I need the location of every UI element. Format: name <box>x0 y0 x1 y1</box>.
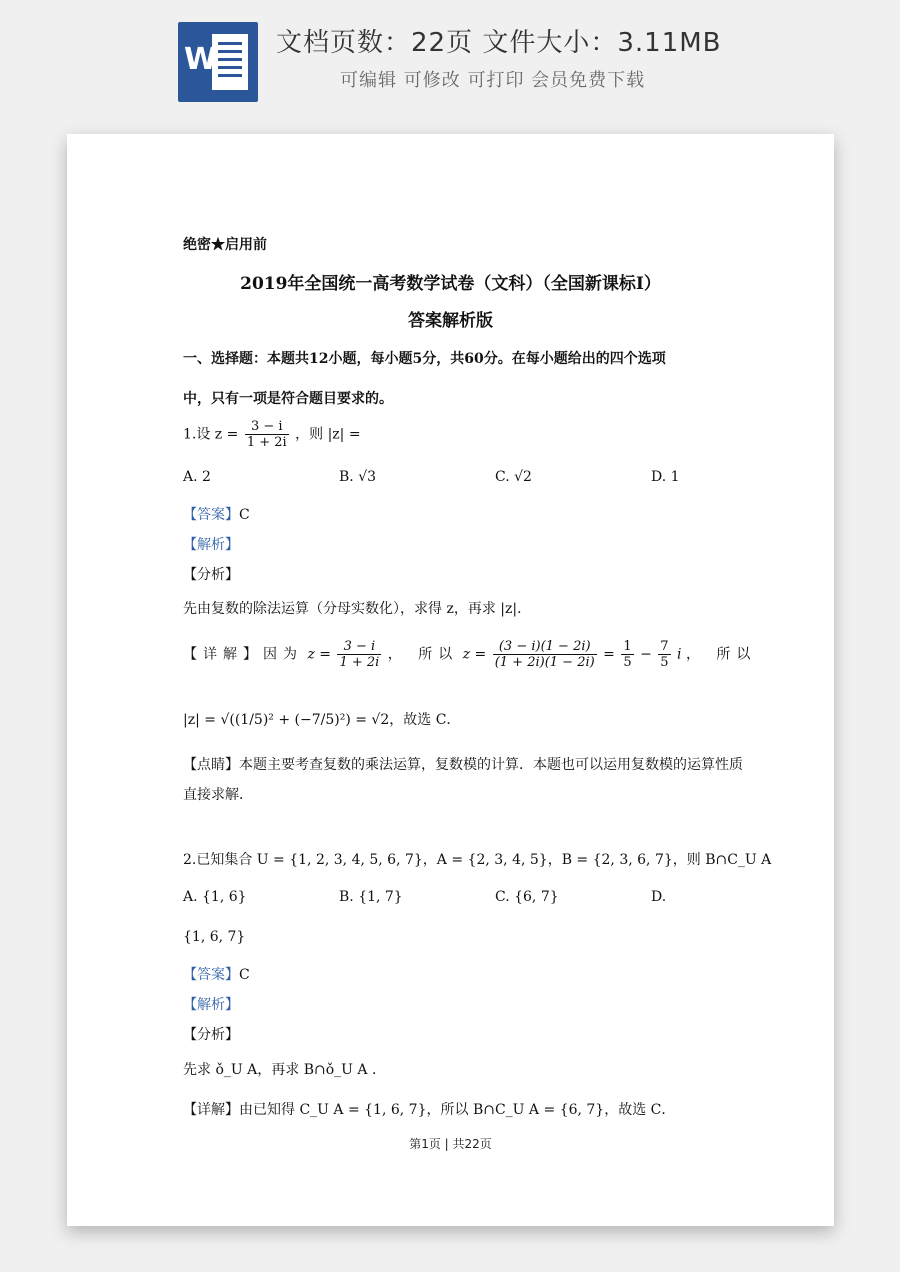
banner-subtitle: 可编辑 可修改 可打印 会员免费下载 <box>340 70 646 91</box>
q2-stem: 2.已知集合 U = {1, 2, 3, 4, 5, 6, 7}，A = {2, 3, 4, 5}，B = {2, 3, 6, 7}，则 B∩C_U A <box>183 852 772 868</box>
q1-option-c: C. √2 <box>495 469 532 485</box>
q1-modulus-line: |z| = √((1/5)² + (−7/5)²) = √2，故选 C． <box>183 712 461 728</box>
q1-fenxi-text: 先由复数的除法运算（分母实数化），求得 z，再求 |z|． <box>183 601 532 617</box>
q2-fenxi-label: 【分析】 <box>183 1027 239 1043</box>
doc-title: 2019年全国统一高考数学试卷（文科）（全国新课标Ⅰ） <box>240 274 661 294</box>
q1-option-b: B. √3 <box>339 469 377 485</box>
q1-dianjing-line1: 【点睛】本题主要考查复数的乘法运算，复数模的计算．本题也可以运用复数模的运算性质 <box>183 757 743 773</box>
page-footer: 第1页 | 共22页 <box>409 1137 492 1151</box>
q2-jiexi-label: 【解析】 <box>183 997 239 1013</box>
banner <box>0 0 900 118</box>
q2-option-c: C. {6, 7} <box>495 889 559 905</box>
q2-option-d-value: {1, 6, 7} <box>183 929 246 945</box>
section-heading-line1: 一、选择题：本题共12小题，每小题5分，共60分。在每小题给出的四个选项 <box>183 351 666 367</box>
q1-jiexi-label: 【解析】 <box>183 537 239 553</box>
q2-answer: 【答案】C <box>183 967 250 983</box>
section-heading-line2: 中，只有一项是符合题目要求的。 <box>183 391 393 407</box>
q2-fenxi-text: 先求 ǒ_U A，再求 B∩ǒ_U A ． <box>183 1062 386 1078</box>
q1-stem: 1.设 z = $\frac{3 - i}{1 + 2i}$ ，则 |z| = <box>183 419 361 450</box>
secret-label: 绝密★启用前 <box>183 237 267 253</box>
word-doc-lines <box>212 34 248 90</box>
banner-title: 文档页数：22页 文件大小：3.11MB <box>276 28 722 58</box>
q2-option-d: D. <box>651 889 667 905</box>
q1-option-a: A. 2 <box>183 469 211 485</box>
q2-option-a: A. {1, 6} <box>183 889 247 905</box>
word-icon: W <box>178 22 258 102</box>
q1-fraction: $\frac{3 - i}{1 + 2i}$ <box>246 419 287 450</box>
q1-dianjing-line2: 直接求解． <box>183 787 253 803</box>
q1-option-d: D. 1 <box>651 469 680 485</box>
q2-option-b: B. {1, 7} <box>339 889 403 905</box>
q1-detail-line1: 【详解】因为 z = $\frac{3 - i}{1 + 2i}$ ， 所以 z = $\frac{(3 - i)(1 - 2i)}{(1 + 2i)(1 - 2i)}$ = $\frac{1}{5}$ − $\frac{7}{5}$ i ， 所以 <box>183 639 757 670</box>
q1-answer: 【答案】C <box>183 507 250 523</box>
q1-fenxi-label: 【分析】 <box>183 567 239 583</box>
doc-subtitle: 答案解析版 <box>408 311 493 331</box>
q2-detail: 【详解】由已知得 C_U A = {1, 6, 7}，所以 B∩C_U A = {6, 7}，故选 C． <box>183 1102 676 1118</box>
document-page <box>67 134 834 1226</box>
